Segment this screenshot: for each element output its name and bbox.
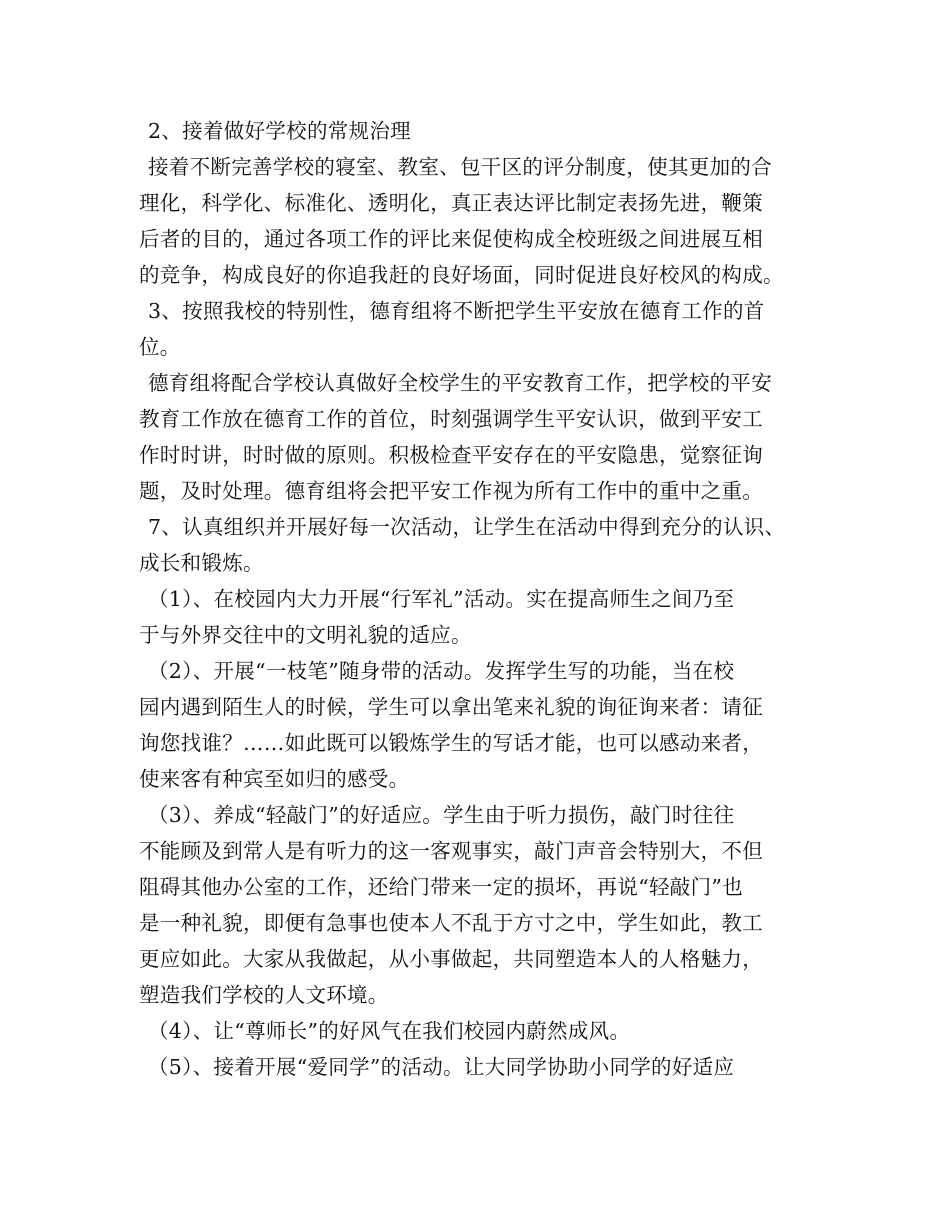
text-line: 阻碍其他办公室的工作，还给门带来一定的损坏，再说“轻敲门”也	[139, 875, 743, 899]
text-line: 询您找谁？……如此既可以锻炼学生的写话才能，也可以感动来者，	[139, 731, 763, 755]
text-line: 园内遇到陌生人的时候，学生可以拿出笔来礼貌的询征询来者：请征	[139, 695, 763, 719]
text-line: 教育工作放在德育工作的首位，时刻强调学生平安认识，做到平安工	[139, 407, 763, 431]
text-line: （1）、在校园内大力开展“行军礼”活动。实在提高师生之间乃至	[148, 587, 735, 611]
text-line: 作时时讲，时时做的原则。积极检查平安存在的平安隐患，觉察征询	[139, 443, 763, 467]
text-line: 2、接着做好学校的常规治理	[148, 119, 411, 143]
text-line: （2）、开展“一枝笔”随身带的活动。发挥学生写的功能，当在校	[148, 659, 735, 683]
text-line: 德育组将配合学校认真做好全校学生的平安教育工作，把学校的平安	[148, 371, 772, 395]
text-line: 接着不断完善学校的寝室、教室、包干区的评分制度，使其更加的合	[148, 155, 772, 179]
text-line: 是一种礼貌，即便有急事也使本人不乱于方寸之中，学生如此，教工	[139, 911, 763, 935]
text-line: （5）、接着开展“爱同学”的活动。让大同学协助小同学的好适应	[148, 1055, 735, 1079]
text-line: 的竞争，构成良好的你追我赶的良好场面，同时促进良好校风的构成。	[139, 263, 784, 287]
text-line: 位。	[139, 335, 181, 359]
text-line: 理化，科学化、标准化、透明化，真正表达评比制定表扬先进，鞭策	[139, 191, 763, 215]
text-line: 题，及时处理。德育组将会把平安工作视为所有工作中的重中之重。	[139, 479, 763, 503]
text-line: （3）、养成“轻敲门”的好适应。学生由于听力损伤，敲门时往往	[148, 803, 735, 827]
text-line: 7、认真组织并开展好每一次活动，让学生在活动中得到充分的认识、	[148, 515, 786, 539]
text-line: 于与外界交往中的文明礼貌的适应。	[139, 623, 472, 647]
text-line: 3、按照我校的特别性，德育组将不断把学生平安放在德育工作的首	[148, 299, 765, 323]
text-line: （4）、让“尊师长”的好风气在我们校园内蔚然成风。	[148, 1019, 631, 1043]
text-line: 不能顾及到常人是有听力的这一客观事实，敲门声音会特别大，不但	[139, 839, 763, 863]
text-line: 成长和锻炼。	[139, 551, 264, 575]
text-line: 更应如此。大家从我做起，从小事做起，共同塑造本人的人格魅力，	[139, 947, 763, 971]
text-line: 使来客有种宾至如归的感受。	[139, 767, 410, 791]
text-line: 塑造我们学校的人文环境。	[139, 983, 389, 1007]
text-line: 后者的目的，通过各项工作的评比来促使构成全校班级之间进展互相	[139, 227, 763, 251]
